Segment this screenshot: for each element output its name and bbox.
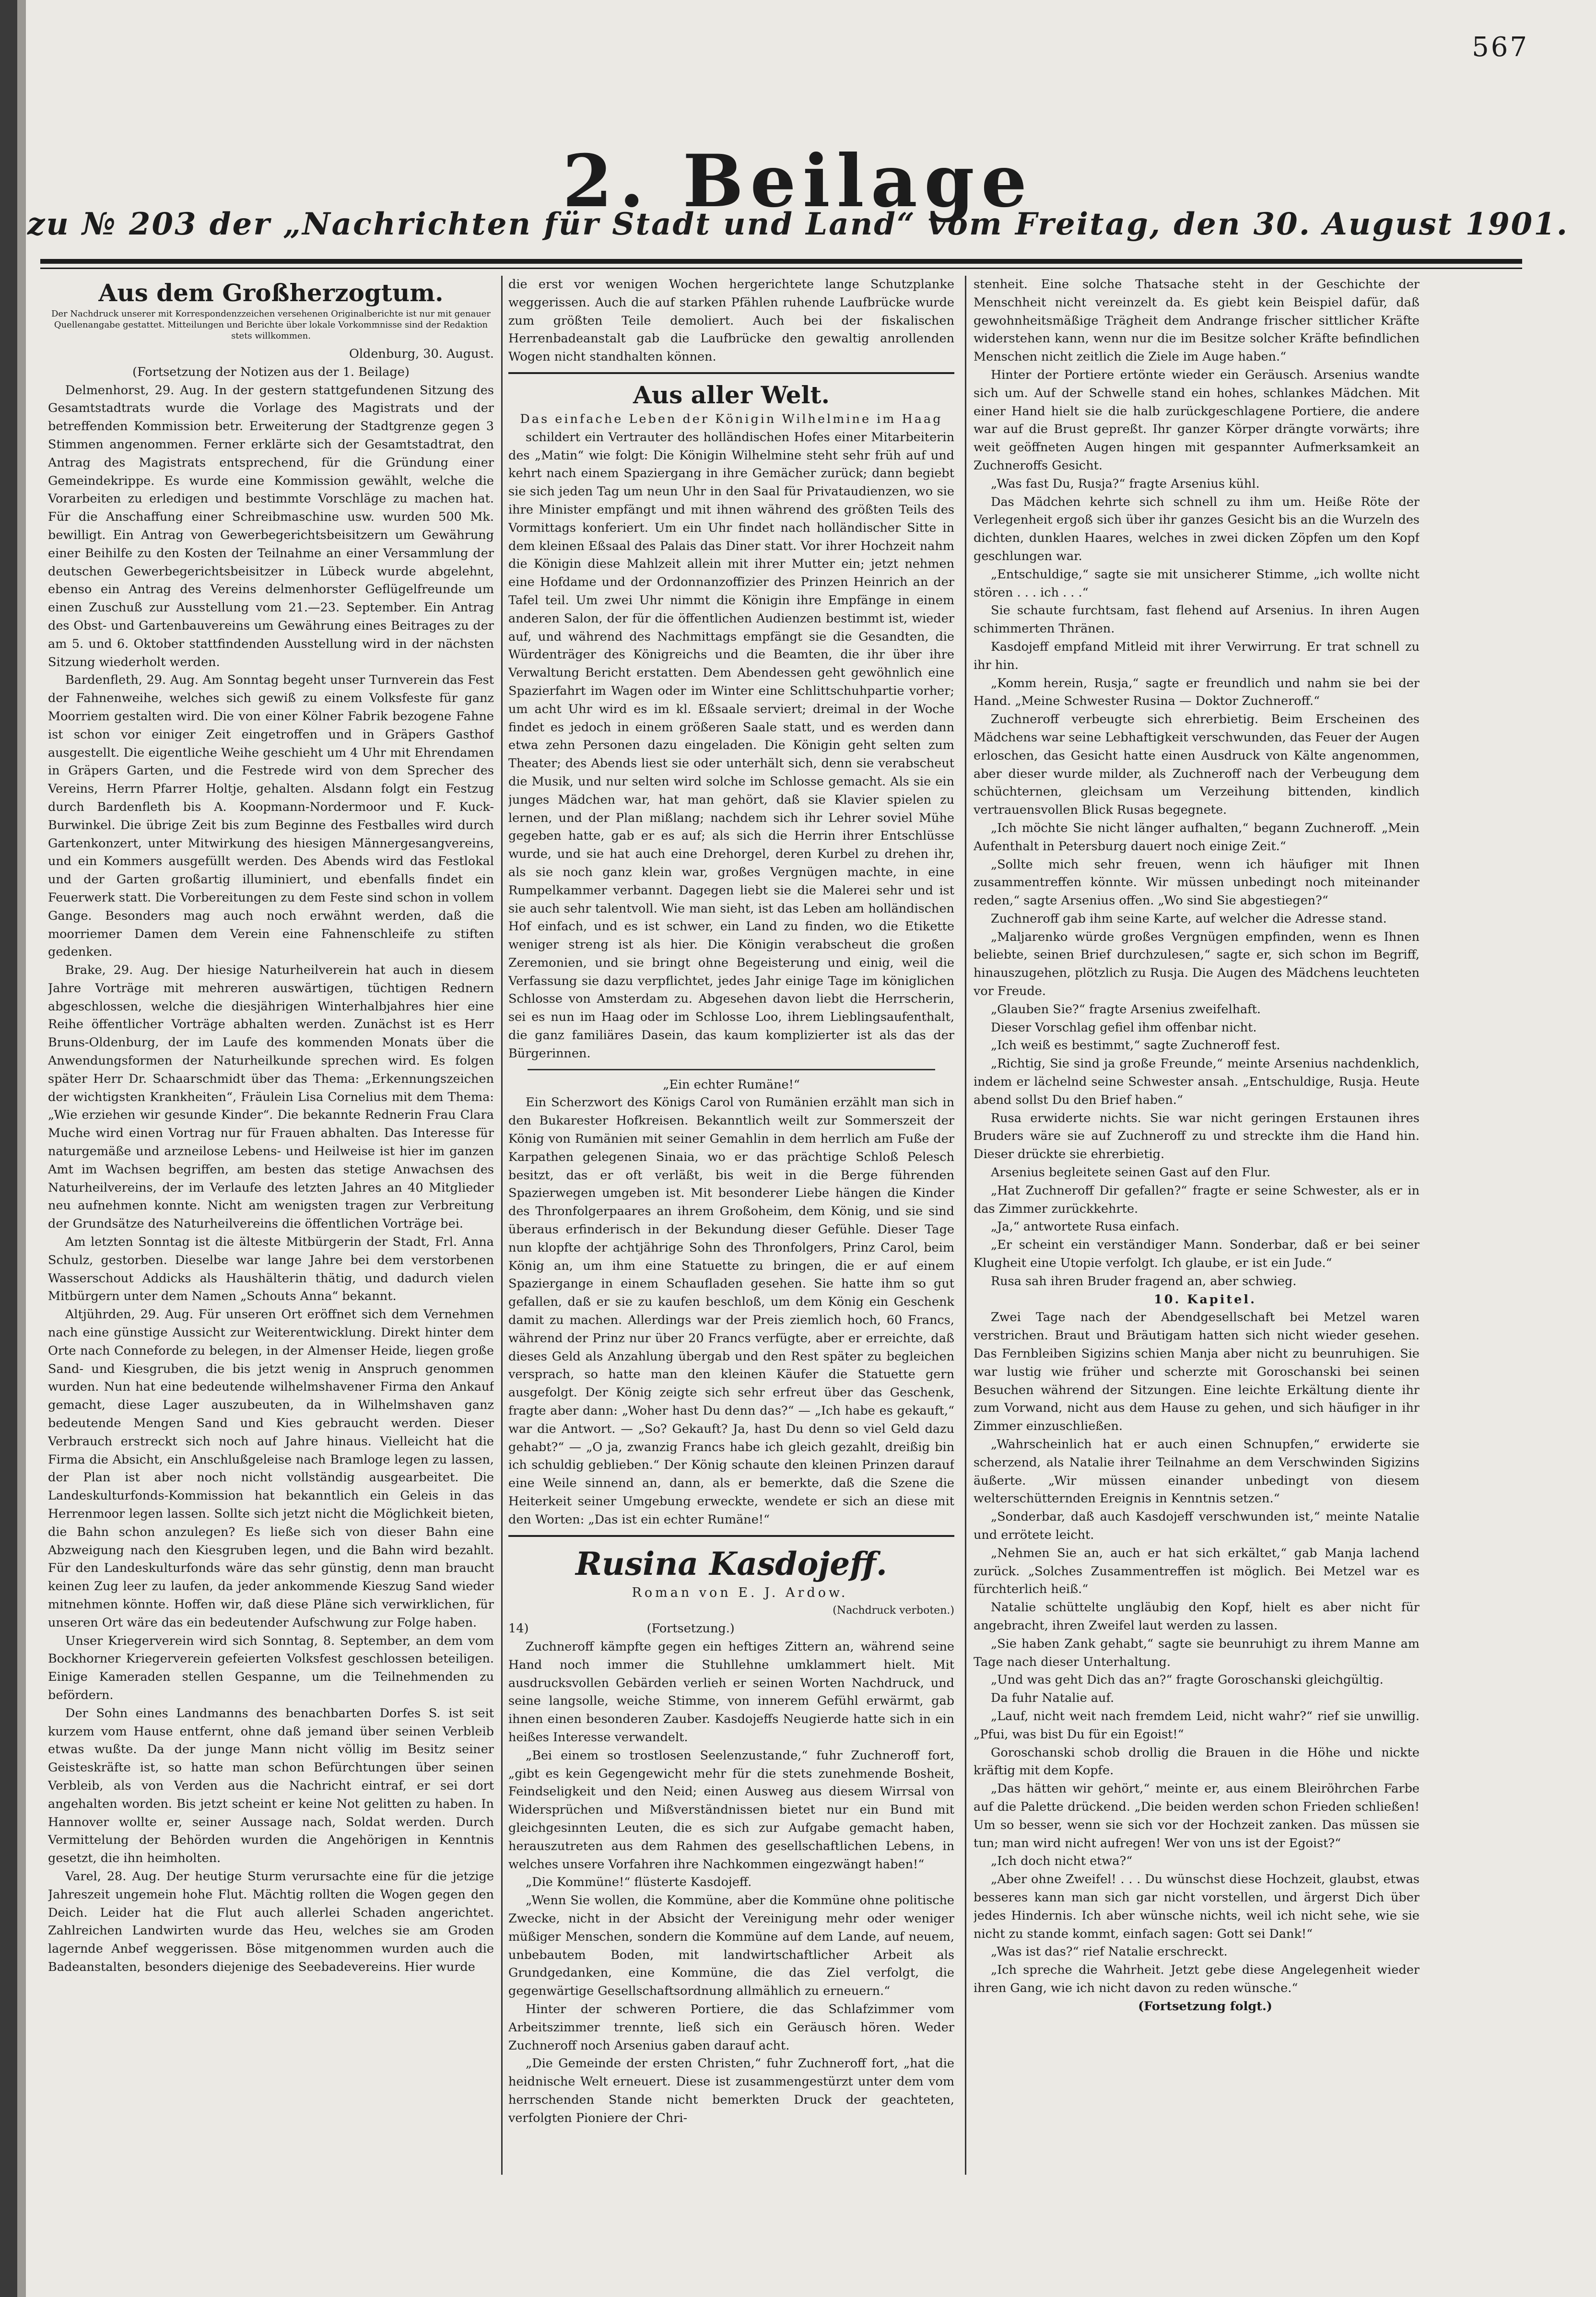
novel-copyright: (Nachdruck verboten.) bbox=[833, 1605, 954, 1617]
article-brake: Brake, 29. Aug. Der hiesige Naturheilverein hat auch in diesem Jahre Vorträge mit mehreren auswärtigen, tüchtigen Rednern abgeschlossen, welche die diesjährigen Winterhalbjahres hier eine Reihe öffentlicher Vorträge abhalten werden. Zunächst ist es Herr Bruns-Oldenburg, der im Laufe des kommenden Monats über die Anwendungsformen der Naturheilkunde sprechen wird. Es folgen später Herr Dr. Schaarschmidt über das Thema: „Erkennungszeichen der wichtigsten Krankheiten“, Fräulein Lisa Cornelius mit dem Thema: „Wie erziehen wir gesunde Kinder“. Die bekannte Rednerin Frau Clara Muche wird einen Vortrag nur für Frauen abhalten. Das Interesse für naturgemäße und arzneilose Lebens- und Heilweise ist hier im ganzen Amt im Wachsen begriffen, am besten das stetige Anwachsen des Naturheilvereins, der im Verlaufe des letzten Jahres an 40 Mitglieder neu aufnehmen konnte. Nicht am wenigsten tragen zur Verbreitung der Grundsätze des Naturheilvereins die öffentlichen Vorträge bei. bbox=[48, 963, 494, 1231]
novel-paragraph: „Was fast Du, Rusja?“ fragte Arsenius kühl. bbox=[991, 476, 1260, 491]
novel-paragraph: „Das hätten wir gehört,“ meinte er, aus einem Bleiröhrchen Farbe auf die Palette drückend. „Die beiden werden schon Frieden schließen! Um so besser, wenn sie sich vor der Hochzeit zanken. Das müssen sie tun; man wird nicht aufregen! Wer von uns ist der Egoist?“ bbox=[974, 1781, 1420, 1851]
novel-paragraph: Goroschanski schob drollig die Brauen in die Höhe und nickte kräftig mit dem Kopfe. bbox=[974, 1745, 1420, 1778]
novel-installment bbox=[508, 1620, 954, 1638]
article-altjuehrden: Altjührden, 29. Aug. Für unseren Ort eröffnet sich dem Vernehmen nach eine günstige Aussicht zur Weiterentwicklung. Direkt hinter dem Orte nach Conneforde zu belegen, in der Almenser Heide, liegen große Sand- und Kiesgruben, die bis jetzt wenig in Anspruch genommen wurden. Nun hat eine bedeutende wilhelmshavener Firma den Ankauf gemacht, diese Lager auszubeuten, da in Wilhelmshaven ganz bedeutende Mengen Sand und Kies gebraucht werden. Dieser Verbrauch erstreckt sich noch auf Jahre hinaus. Vielleicht hat die Firma die Absicht, ein Anschlußgeleise nach Bramloge legen zu lassen, der Plan ist aber noch nicht vollständig ausgearbeitet. Die Landeskulturfonds-Kommission hat bekanntlich ein Geleis in das Herrenmoor legen lassen. Sollte sich jetzt nicht die Möglichkeit bieten, die Bahn schon anzulegen? Es ließe sich von dieser Bahn eine Abzweigung nach den Kiesgruben legen, und die Bahn wird bezahlt. Für den Landeskulturfonds wäre das sehr günstig, denn man braucht keinen Zug leer zu laufen, da jeder ankommende Kieszug Sand wieder mitnehmen könnte. Hoffen wir, daß diese Pläne sich verwirklichen, für unseren Ort wäre das ein bedeutender Aufschwung zur Folge haben. bbox=[48, 1307, 494, 1630]
novel-paragraph: stenheit. Eine solche Thatsache steht in der Geschichte der Menschheit nicht vereinzelt da. Es giebt kein Beispiel dafür, daß gewohnheitsmäßige Trägheit dem Andrange frischer sittlicher Kräfte widerstehen kann, wenn nur die im Besitze solcher Kräfte befindlichen Menschen nicht zeitlich die Ziele im Auge haben.“ bbox=[974, 277, 1420, 364]
novel-paragraph: „Ich möchte Sie nicht länger aufhalten,“ begann Zuchneroff. „Mein Aufenthalt in Petersburg dauert noch einige Zeit.“ bbox=[974, 820, 1420, 854]
novel-paragraph: Sie schaute furchtsam, fast flehend auf Arsenius. In ihren Augen schimmerten Thränen. bbox=[974, 603, 1420, 636]
novel-paragraph: „Entschuldige,“ sagte sie mit unsicherer Stimme, „ich wollte nicht stören . . . ich . . .“ bbox=[974, 567, 1420, 600]
article-varel-continued: die erst vor wenigen Wochen hergerichtete lange Schutzplanke weggerissen. Auch die auf starken Pfählen ruhende Laufbrücke wurde zum größten Teile demoliert. Auch bei der fiskalischen Herrenbadeanstalt gab die Laufbrücke den gewaltig anrollenden Wogen nicht standhalten können. bbox=[508, 277, 954, 364]
novel-paragraph: Kasdojeff empfand Mitleid mit ihrer Verwirrung. Er trat schnell zu ihr hin. bbox=[974, 639, 1420, 672]
novel-paragraph: „Richtig, Sie sind ja große Freunde,“ meinte Arsenius nachdenklich, indem er lächelnd seine Schwester ansah. „Entschuldige, Rusja. Heute abend sollst Du den Brief haben.“ bbox=[974, 1056, 1420, 1107]
novel-paragraph: Natalie schüttelte ungläubig den Kopf, hielt es aber nicht für angebracht, ihren Zweifel laut werden zu lassen. bbox=[974, 1600, 1420, 1633]
novel-paragraph: Zuchneroff verbeugte sich ehrerbietig. Beim Erscheinen des Mädchens war seine Lebhaftigkeit verschwunden, das Feuer der Augen erloschen, das Gesicht hatte einen Ausdruck von Kälte angenommen, aber dieser wurde milder, als Zuchneroff nach der Verbeugung dem schüchternen, gleichsam um Verzeihung bittenden, kindlich vertrauensvollen Blick Rusas begegnete. bbox=[974, 712, 1420, 818]
article-brake-obituary: Am letzten Sonntag ist die älteste Mitbürgerin der Stadt, Frl. Anna Schulz, gestorben. Dieselbe war lange Jahre bei dem verstorbenen Wasserschout Addicks als Haushälterin thätig, und dadurch vielen Mitbürgern unter dem Namen „Schouts Anna“ bekannt. bbox=[48, 1235, 494, 1304]
novel-paragraph: Rusa sah ihren Bruder fragend an, aber schwieg. bbox=[991, 1274, 1297, 1289]
novel-paragraph: „Die Gemeinde der ersten Christen,“ fuhr Zuchneroff fort, „hat die heidnische Welt erneuert. Diese ist zusammengestürzt unter dem vom herrschenden Stande nicht bemerkten Druck der geachteten, verfolgten Pioniere der Chri- bbox=[508, 2056, 954, 2125]
continuation-note: (Fortsetzung der Notizen aus der 1. Beilage) bbox=[132, 364, 410, 379]
column-divider-1 bbox=[501, 276, 503, 2175]
novel-paragraph: Da fuhr Natalie auf. bbox=[991, 1691, 1115, 1706]
novel-paragraph: Rusa erwiderte nichts. Sie war nicht geringen Erstaunen ihres Bruders wäre sie auf Zuchneroff zu und streckte ihm die Hand hin. Dieser drückte sie ehrerbietig. bbox=[974, 1111, 1420, 1162]
section-title-grossherzogtum: Aus dem Großherzogtum. bbox=[98, 279, 444, 307]
novel-paragraph: „Bei einem so trostlosen Seelenzustande,“ fuhr Zuchneroff fort, „gibt es kein Gegengewicht mehr für die stets zunehmende Bosheit, Feindseligkeit und den Neid; einen Ausweg aus diesem Wirrsal von Widersprüchen und Mißverständnissen bietet nur ein Bund mit gleichgesinnten Leuten, die es sich zur Aufgabe gemacht haben, herauszutreten aus dem Rahmen des gesellschaftlichen Lebens, in welches unsere Vorfahren ihre Nachkommen eingezwängt haben!“ bbox=[508, 1748, 954, 1872]
article-rule bbox=[528, 1069, 935, 1070]
column-1 bbox=[48, 276, 494, 2194]
supplement-title: 2. Beilage bbox=[562, 139, 1034, 223]
dateline: Oldenburg, 30. August. bbox=[349, 347, 494, 361]
novel-paragraph: „Sollte mich sehr freuen, wenn ich häufiger mit Ihnen zusammentreffen könnte. Wir müssen unbedingt noch miteinander reden,“ sagte Arsenius offen. „Wo sind Sie abgestiegen?“ bbox=[974, 857, 1420, 908]
novel-paragraph: „Und was geht Dich das an?“ fragte Goroschanski gleichgültig. bbox=[991, 1673, 1384, 1688]
continuation-label: (Fortsetzung.) bbox=[646, 1621, 735, 1636]
page-number: 567 bbox=[1472, 32, 1529, 63]
article-varel: Varel, 28. Aug. Der heutige Sturm verursachte eine für die jetzige Jahreszeit ungemein hohe Flut. Mächtig rollten die Wogen gegen den Deich. Leider hat die Flut auch allerlei Schaden angerichtet. Zahlreichen Landwirten wurde das Heu, welches sie am Groden lagernde Anbef weggerissen. Böse mitgenommen wurden auch die Badeanstalten, besonders diejenige des Seebadevereins. Hier wurde bbox=[48, 1869, 494, 1974]
article-kriegerverein: Unser Kriegerverein wird sich Sonntag, 8. September, an dem vom Bockhorner Kriegerverein gefeierten Volksfest geschlossen beteiligen. Einige Kameraden stellen Gespanne, um die Teilnehmenden zu befördern. bbox=[48, 1633, 494, 1702]
novel-paragraph: Zuchneroff gab ihm seine Karte, auf welcher die Adresse stand. bbox=[991, 911, 1387, 926]
novel-paragraph: „Lauf, nicht weit nach fremdem Leid, nicht wahr?“ rief sie unwillig. „Pfui, was bist Du für ein Egoist!“ bbox=[974, 1709, 1420, 1742]
supplement-subtitle: zu № 203 der „Nachrichten für Stadt und Land“ vom Freitag, den 30. August 1901. bbox=[27, 206, 1569, 242]
novel-paragraph: „Maljarenko würde großes Vergnügen empfinden, wenn es Ihnen beliebte, seinen Brief durchzulesen,“ sagte er, sich schon im Begriff, hinauszugehen, plötzlich zu Rusja. Die Augen des Mädchens leuchteten vor Freude. bbox=[974, 929, 1420, 999]
column-3 bbox=[974, 276, 1420, 2194]
novel-byline: Roman von E. J. Ardow. bbox=[632, 1585, 848, 1600]
column-2 bbox=[508, 276, 954, 2194]
article-missing-son: Der Sohn eines Landmanns des benachbarten Dorfes S. ist seit kurzem vom Hause entfernt, ohne daß jemand über seinen Verbleib etwas wußte. Da der junge Mann nicht völlig im Besitz seiner Geisteskräfte ist, so hatte man schon Befürchtungen über seinen Verbleib, als von Verden aus die Nachricht eintraf, er sei dort angehalten worden. Bis jetzt scheint er keine Not gelitten zu haben. In Hannover wollte er, seiner Aussage nach, Soldat werden. Durch Vermittelung der Behörden wurden die Angehörigen in Kenntnis gesetzt, die ihn heimholten. bbox=[48, 1706, 494, 1866]
novel-paragraph: „Ja,“ antwortete Rusa einfach. bbox=[991, 1219, 1180, 1234]
novel-paragraph: Das Mädchen kehrte sich schnell zu ihm um. Heiße Röte der Verlegenheit ergoß sich über ihr ganzes Gesicht bis an die Wurzeln des dichten, dunklen Haares, welches in zwei dicken Zöpfen um den Kopf geschlungen war. bbox=[974, 494, 1420, 563]
novel-paragraph: „Was ist das?“ rief Natalie erschreckt. bbox=[991, 1945, 1228, 1959]
subhead-wilhelmine: Das einfache Leben der Königin Wilhelmine im Haag bbox=[520, 411, 943, 426]
novel-paragraph: „Glauben Sie?“ fragte Arsenius zweifelhaft. bbox=[991, 1002, 1261, 1017]
section-rule bbox=[508, 372, 954, 374]
novel-paragraph: „Die Kommüne!“ flüsterte Kasdojeff. bbox=[526, 1875, 752, 1890]
novel-paragraph: „Wahrscheinlich hat er auch einen Schnupfen,“ erwiderte sie scherzend, als Natalie ihrer Teilnahme an dem Verschwinden Sigizins äußerte. „Wir müssen einander unbedingt von diesem welterschütternden Ereignis in Kenntnis setzen.“ bbox=[974, 1437, 1420, 1506]
article-rumaene: Ein Scherzwort des Königs Carol von Rumänien erzählt man sich in den Bukarester Hofkreisen. Bekanntlich weilt zur Sommerszeit der König von Rumänien mit seiner Gemahlin in dem herrlich am Fuße der Karpathen gelegenen Sinaia, wo er das prächtige Schloß Pelesch besitzt, das er oft verläßt, bis weit in die Berge führenden Spazierwegen umgeben ist. Mit besonderer Liebe hängen die Kinder des Thronfolgerpaares an ihrem Großoheim, dem König, und sie sind überaus erfinderisch in der Bekundung dieser Gefühle. Dieser Tage nun klopfte der achtjährige Sohn des Thronfolgers, Prinz Carol, beim König an, um ihm eine Statuette zu bringen, die er auf einem Spaziergange in einem Schaufladen gesehen. Sie hatte ihm so gut gefallen, daß er sie zu kaufen beschloß, um dem König ein Geschenk damit zu machen. Allerdings war der Preis ziemlich hoch, 60 Francs, während der Prinz nur über 20 Francs verfügte, aber er erreichte, daß dieses Geld als Anzahlung übergab und den Rest später zu begleichen versprach, so hatte man den kleinen Käufer die Statuette gern ausgefolgt. Der König zeigte sich sehr erfreut über das Geschenk, fragte aber dann: „Woher hast Du denn das?“ — „Ich habe es gekauft,“ war die Antwort. — „So? Gekauft? Ja, hast Du denn so viel Geld dazu gehabt?“ — „O ja, zwanzig Francs habe ich gleich gezahlt, dreißig bin ich schuldig geblieben.“ Der König schaute den kleinen Prinzen darauf eine Weile sinnend an, dann, als er bemerkte, daß die Szene die Heiterkeit seiner Umgebung erweckte, wendete er sich an diese mit den Worten: „Das ist ein echter Rumäne!“ bbox=[508, 1095, 954, 1527]
article-delmenhorst: Delmenhorst, 29. Aug. In der gestern stattgefundenen Sitzung des Gesamtstadtrats wurde die Vorlage des Magistrats und der betreffenden Kommission betr. Erweiterung der Stadtgrenze gegen 3 Stimmen angenommen. Ferner erklärte sich der Gesamtstadtrat, den Antrag des Magistrats entsprechend, für die Gründung einer Gemeindekrippe. Es wurde eine Kommission gewählt, welche die Vorarbeiten zu erledigen und bestimmte Vorschläge zu machen hat. Für die Anschaffung einer Schreibmaschine usw. wurden 500 Mk. bewilligt. Ein Antrag von Gewerbegerichtsbeisitzern um Gewährung einer Beihilfe zu den Kosten der Teilnahme an einer Versammlung der deutschen Gewerbegerichtsbeisitzer in Lübeck wurde abgelehnt, ebenso ein Antrag des Vereins delmenhorster Geflügelfreunde um einen Zuschuß zur Ausstellung vom 21.—23. September. Ein Antrag des Obst- und Gartenbauvereins um Gewährung eines Beitrages zu der am 5. und 6. Oktober stattfindenden Ausstellung wird in der nächsten Sitzung wiederholt werden. bbox=[48, 383, 494, 669]
novel-paragraph: „Aber ohne Zweifel! . . . Du wünschst diese Hochzeit, glaubst, etwas besseres kann man sich gar nicht vorstellen, und ärgerst Dich über jedes Hindernis. Ich aber wünsche nichts, weil ich nicht sehe, wie sie nicht zu stande kommt, einfach sagen: Gott sei Dank!“ bbox=[974, 1872, 1420, 1941]
novel-paragraph: „Nehmen Sie an, auch er hat sich erkältet,“ gab Manja lachend zurück. „Solches Zusammentreffen ist möglich. Bei Metzel war es fürchterlich heiß.“ bbox=[974, 1546, 1420, 1597]
novel-paragraph: „Sonderbar, daß auch Kasdojeff verschwunden ist,“ meinte Natalie und errötete leicht. bbox=[974, 1510, 1420, 1542]
novel-paragraph: Zwei Tage nach der Abendgesellschaft bei Metzel waren verstrichen. Braut und Bräutigam hatten sich nicht wieder gesehen. Das Fernbleiben Sigizins schien Manja aber nicht zu beunruhigen. Sie war lustig wie früher und scherzte mit Goroschanski bei seinen Besuchen während der Sitzungen. Eine leichte Erkältung diente ihr zum Vorwand, nicht aus dem Hause zu gehen, und sich häufiger in ihr Zimmer einzuschließen. bbox=[974, 1310, 1420, 1434]
column-divider-2 bbox=[965, 276, 966, 2175]
novel-paragraph: „Hat Zuchneroff Dir gefallen?“ fragte er seine Schwester, als er in das Zimmer zurückkehrte. bbox=[974, 1183, 1420, 1216]
novel-paragraph: Hinter der Portiere ertönte wieder ein Geräusch. Arsenius wandte sich um. Auf der Schwelle stand ein hohes, schlankes Mädchen. Mit einer Hand hielt sie die halb zurückgeschlagene Portiere, die andere war auf die Brust gepreßt. Ihr ganzer Körper drängte vorwärts; ihre weit geöffneten Augen hingen mit gespannter Aufmerksamkeit an Zuchneroffs Gesicht. bbox=[974, 367, 1420, 473]
page-binding-edge bbox=[0, 0, 17, 2297]
novel-paragraph: „Sie haben Zank gehabt,“ sagte sie beunruhigt zu ihrem Manne am Tage nach dieser Unterhaltung. bbox=[974, 1636, 1420, 1669]
novel-paragraph: „Ich spreche die Wahrheit. Jetzt gebe diese Angelegenheit wieder ihren Gang, wie ich nicht davon zu reden wünsche.“ bbox=[974, 1963, 1420, 1995]
novel-paragraph: „Ich doch nicht etwa?“ bbox=[991, 1854, 1133, 1869]
novel-paragraph: „Komm herein, Rusja,“ sagte er freundlich und nahm sie bei der Hand. „Meine Schwester Rusina — Doktor Zuchneroff.“ bbox=[974, 676, 1420, 709]
novel-paragraph: Arsenius begleitete seinen Gast auf den Flur. bbox=[991, 1165, 1271, 1180]
page-binding-shadow bbox=[17, 0, 26, 2297]
novel-paragraph: „Ich weiß es bestimmt,“ sagte Zuchneroff fest. bbox=[991, 1038, 1280, 1053]
novel-paragraph: „Er scheint ein verständiger Mann. Sonderbar, daß er bei seiner Klugheit eine Utopie verfolgt. Ich glaube, er ist ein Jude.“ bbox=[974, 1238, 1420, 1271]
novel-paragraph: Hinter der schweren Portiere, die das Schlafzimmer vom Arbeitszimmer trennte, ließ sich ein Geräusch hören. Weder Zuchneroff noch Arsenius gaben darauf acht. bbox=[508, 2002, 954, 2053]
article-bardenfleth: Bardenfleth, 29. Aug. Am Sonntag begeht unser Turnverein das Fest der Fahnenweihe, welches sich gewiß zu einem Volksfeste für ganz Moorriem gestalten wird. Die von einer Kölner Fabrik bezogene Fahne ist schon vor einiger Zeit eingetroffen und in Gräpers Gasthof ausgestellt. Die eigentliche Weihe geschieht um 4 Uhr mit Ehrendamen in Gräpers Garten, und die Festrede wird von dem Sprecher des Vereins, Herrn Pfarrer Holtje, gehalten. Alsdann folgt ein Festzug durch Bardenfleth bis A. Koopmann-Nordermoor und F. Kuck-Burwinkel. Die übrige Zeit bis zum Beginne des Festballes wird durch Gartenkonzert, unter Mitwirkung des hiesigen Männergesangvereins, und ein Kommers ausgefüllt werden. Des Abends wird das Festlokal und der Garten großartig illuminiert, und ebenfalls findet ein Feuerwerk statt. Die Vorbereitungen zu dem Feste sind schon in vollem Gange. Besonders mag auch noch erwähnt werden, daß die moorriemer Damen dem Verein eine Fahnenschleife zu stiften gedenken. bbox=[48, 673, 494, 960]
subhead-rumaene: „Ein echter Rumäne!“ bbox=[663, 1077, 800, 1092]
header-rule-thin bbox=[40, 268, 1522, 269]
reprint-notice: Der Nachdruck unserer mit Korrespondenzzeichen versehenen Originalberichte ist nur mit genauer Quellenangabe gestattet. Mitteilungen und Berichte über lokale Vorkommnisse sind der Redaktion stets willkommen. bbox=[51, 309, 491, 341]
feuilleton-rule bbox=[508, 1535, 954, 1537]
novel-paragraph: Zuchneroff kämpfte gegen ein heftiges Zittern an, während seine Hand noch immer die Stuhllehne umklammert hielt. Mit ausdrucksvollen Gebärden verlieh er seinen Worten Nachdruck, und seine langsolle, weiche Stimme, von innerem Gefühl erwärmt, gab ihnen einen besonderen Zauber. Kasdojeffs Neugierde hatte sich in ein heißes Interesse verwandelt. bbox=[508, 1639, 954, 1745]
chapter-heading: 10. Kapitel. bbox=[1153, 1292, 1256, 1307]
to-be-continued: (Fortsetzung folgt.) bbox=[1138, 1999, 1272, 2014]
installment-number: 14) bbox=[508, 1621, 529, 1636]
novel-paragraph: „Wenn Sie wollen, die Kommüne, aber die Kommüne ohne politische Zwecke, nicht in der Absicht der Vereinigung mehr oder weniger müßiger Menschen, sondern die Kommüne auf dem Lande, auf neuem, unbebautem Boden, mit landwirtschaftlicher Arbeit als Grundgedanken, eine Kommüne, die das Ziel verfolgt, die gegenwärtige Gesellschaftsordnung allmählich zu erneuern.“ bbox=[508, 1893, 954, 1999]
header-rule-thick bbox=[40, 259, 1522, 264]
novel-title: Rusina Kasdojeff. bbox=[575, 1545, 887, 1582]
article-wilhelmine: schildert ein Vertrauter des holländischen Hofes einer Mitarbeiterin des „Matin“ wie folgt: Die Königin Wilhelmine steht sehr früh auf und kehrt nach einem Spaziergang in ihre Gemächer zurück; dann begiebt sie sich jeden Tag um neun Uhr in den Saal für Privataudienzen, wo sie ihre Minister empfängt und mit ihnen während des größten Teils des Vormittags konferiert. Um ein Uhr findet nach holländischer Sitte in dem kleinen Eßsaal des Palais das Diner statt. Vor ihrer Hochzeit nahm die Königin diese Mahlzeit allein mit ihrer Mutter ein; jetzt nehmen eine Hofdame und der Ordonnanzoffizier des Prinzen Heinrich an der Tafel teil. Um zwei Uhr nimmt die Königin ihre Empfänge in einem anderen Salon, der für die öffentlichen Audienzen bestimmt ist, wieder auf, und während des Nachmittags empfängt sie die Gesandten, die Würdenträger des Königreichs und die Beamten, die ihr über ihre Verwaltung Bericht erstatten. Dem Abendessen geht gewöhnlich eine Spazierfahrt im Wagen oder im Winter eine Schlittschuhpartie vorher; um acht Uhr wird es im kl. Eßsaale serviert; dreimal in der Woche findet es jedoch in einem größeren Saale statt, und es werden dann etwa zehn Personen dazu eingeladen. Die Königin geht selten zum Theater; des Abends liest sie oder unterhält sich, denn sie verabscheut die Musik, und nur selten wird solche im Schlosse gemacht. Als sie ein junges Mädchen war, hat man gehört, daß sie Klavier spielen zu lernen, und der Plan mißlang; nachdem sich ihr Lehrer soviel Mühe gegeben hatte, gab er es auf; als sich die Herrin ihrer Entschlüsse wurde, und sie hat auch eine Drehorgel, deren Kurbel zu drehen ihr, als sie noch ganz klein war, großes Vergnügen machte, in eine Rumpelkammer verbannt. Dagegen liebt sie die Malerei sehr und ist sie auch sehr talentvoll. Wie man sieht, ist das Leben am holländischen Hof einfach, und es ist schwer, ein Land zu finden, wo die Etikette weniger streng ist als hier. Die Königin verabscheut die großen Zeremonien, und sie bringt ohne Begeisterung und einig, weil die Verfassung sie dazu verpflichtet, jedes Jahr einige Tage im königlichen Schlosse von Amsterdam zu. Abgesehen davon liebt die Herrscherin, sei es nun im Haag oder im Schlosse Loo, ihrem Lieblingsaufenthalt, die ganz familiäres Dasein, das kaum komplizierter ist als das der Bürgerinnen. bbox=[508, 430, 954, 1061]
novel-paragraph: Dieser Vorschlag gefiel ihm offenbar nicht. bbox=[991, 1020, 1257, 1035]
section-title-aller-welt: Aus aller Welt. bbox=[633, 380, 830, 409]
